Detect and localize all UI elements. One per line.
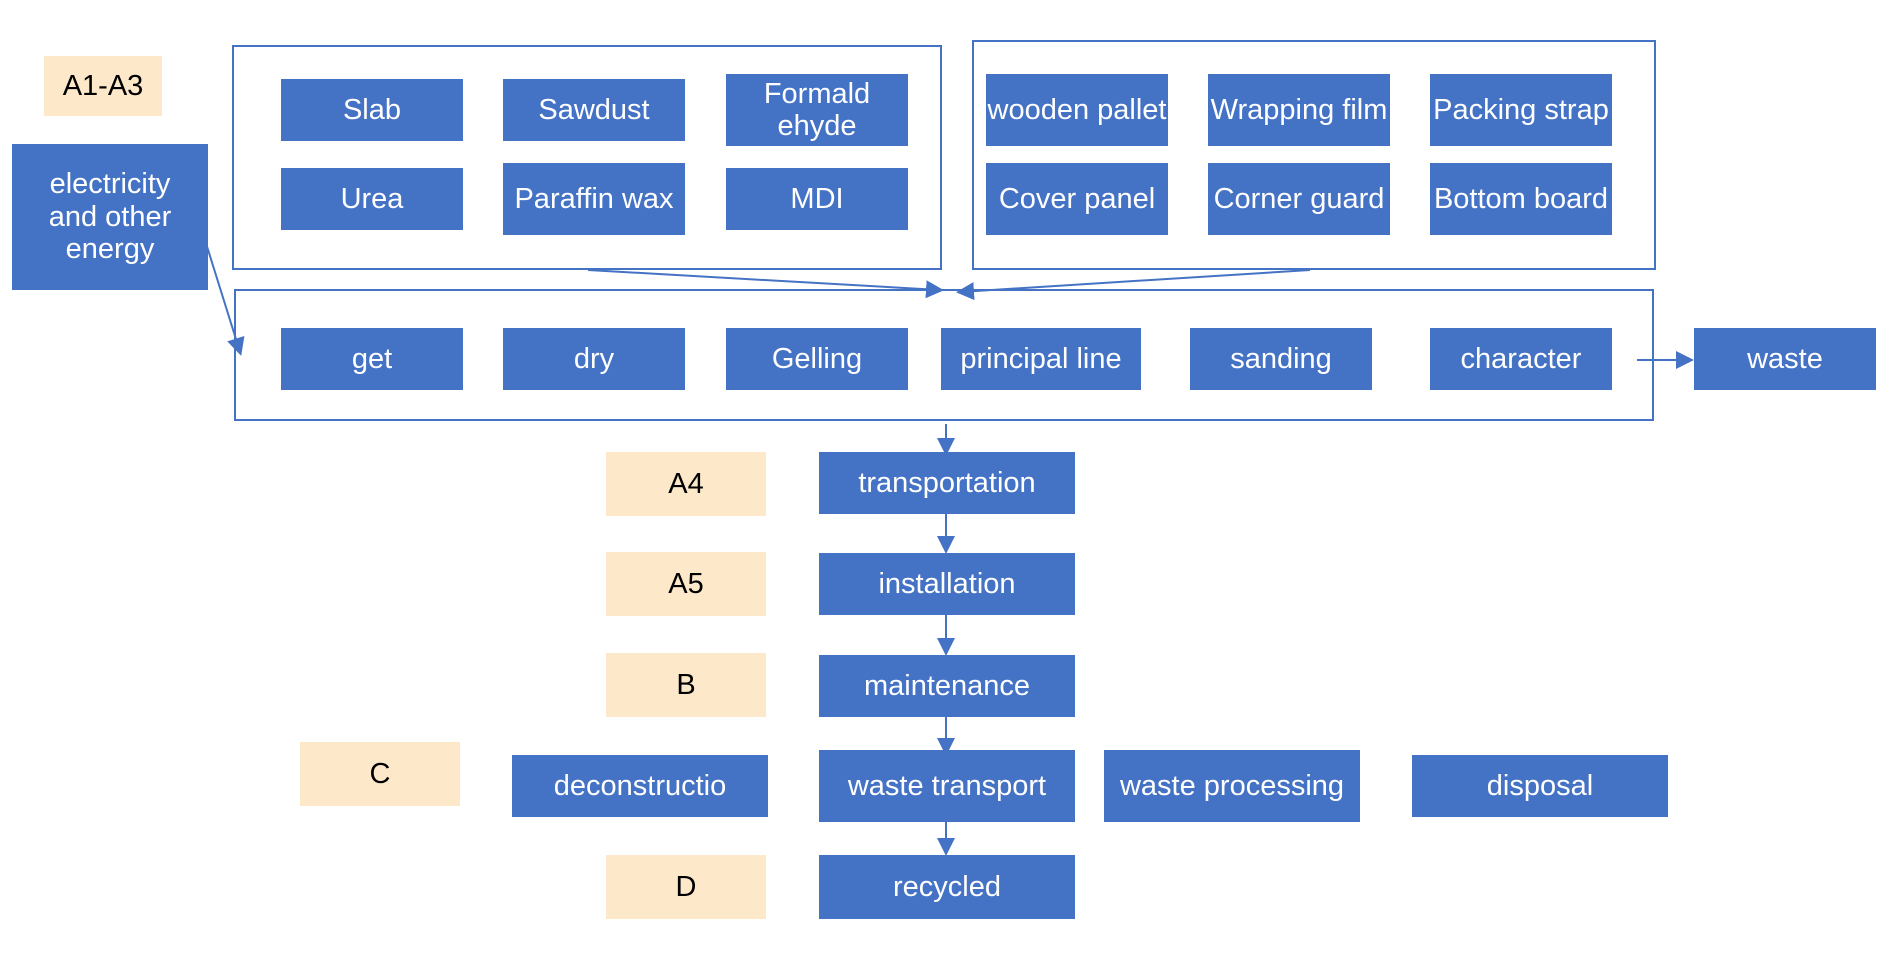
material-label: Formald ehyde — [763, 77, 871, 142]
lifecycle-box-maintenance — [819, 655, 1075, 717]
lifecycle-box-waste-transport — [819, 750, 1075, 822]
production-box-get — [281, 328, 463, 390]
packaging-box-cover-panel — [986, 163, 1168, 235]
eol-label: disposal — [1486, 769, 1594, 802]
stage-label-a1a3 — [44, 56, 162, 116]
material-label: Paraffin wax — [514, 182, 674, 215]
material-box-mdi — [726, 168, 908, 230]
energy-input-label: electricity and other energy — [48, 168, 172, 266]
material-box-urea — [281, 168, 463, 230]
eol-box-waste-processing — [1104, 750, 1360, 822]
stage-label-c — [300, 742, 460, 806]
production-label: sanding — [1230, 342, 1332, 375]
production-label: get — [351, 342, 393, 375]
material-label: Urea — [340, 182, 404, 215]
stage-label-a4 — [606, 452, 766, 516]
material-box-paraffin-wax — [503, 163, 685, 235]
lifecycle-label: transportation — [858, 466, 1036, 499]
lifecycle-label: waste transport — [847, 769, 1047, 802]
stage-label-d-text: D — [675, 870, 697, 903]
material-box-slab — [281, 79, 463, 141]
production-box-gelling — [726, 328, 908, 390]
packaging-label: Packing strap — [1433, 93, 1609, 126]
production-box-principal-line — [941, 328, 1141, 390]
material-label: MDI — [790, 182, 844, 215]
lifecycle-box-recycled — [819, 855, 1075, 919]
packaging-label: Bottom board — [1433, 182, 1609, 215]
packaging-box-wrapping-film — [1208, 74, 1390, 146]
stage-label-b — [606, 653, 766, 717]
stage-label-c-text: C — [369, 757, 391, 790]
lifecycle-box-installation — [819, 553, 1075, 615]
production-label: principal line — [960, 342, 1122, 375]
energy-input-box — [12, 144, 208, 290]
production-box-sanding — [1190, 328, 1372, 390]
material-label: Sawdust — [538, 93, 650, 126]
production-label: dry — [573, 342, 615, 375]
eol-label: waste processing — [1119, 769, 1345, 802]
packaging-label: Wrapping film — [1210, 93, 1388, 126]
stage-label-a4-text: A4 — [668, 467, 704, 500]
stage-label-a1a3-text: A1-A3 — [62, 69, 144, 102]
packaging-label: Corner guard — [1213, 182, 1385, 215]
packaging-label: wooden pallet — [987, 93, 1167, 126]
production-label: Gelling — [771, 342, 863, 375]
waste-output-label: waste — [1747, 342, 1823, 375]
lifecycle-label: recycled — [893, 870, 1001, 903]
production-label: character — [1460, 342, 1582, 375]
lifecycle-box-transportation — [819, 452, 1075, 514]
production-box-character — [1430, 328, 1612, 390]
lifecycle-label: installation — [878, 567, 1016, 600]
packaging-box-packing-strap — [1430, 74, 1612, 146]
material-box-sawdust — [503, 79, 685, 141]
stage-label-a5 — [606, 552, 766, 616]
eol-label: deconstructio — [553, 769, 727, 802]
material-box-formaldehyde — [726, 74, 908, 146]
eol-box-disposal — [1412, 755, 1668, 817]
packaging-box-wooden-pallet — [986, 74, 1168, 146]
waste-output-box — [1694, 328, 1876, 390]
stage-label-a5-text: A5 — [668, 567, 704, 600]
stage-label-b-text: B — [676, 668, 696, 701]
stage-label-d — [606, 855, 766, 919]
production-box-dry — [503, 328, 685, 390]
packaging-box-corner-guard — [1208, 163, 1390, 235]
lifecycle-label: maintenance — [863, 669, 1031, 702]
eol-box-deconstruction — [512, 755, 768, 817]
packaging-label: Cover panel — [998, 182, 1156, 215]
material-label: Slab — [342, 93, 402, 126]
packaging-box-bottom-board — [1430, 163, 1612, 235]
